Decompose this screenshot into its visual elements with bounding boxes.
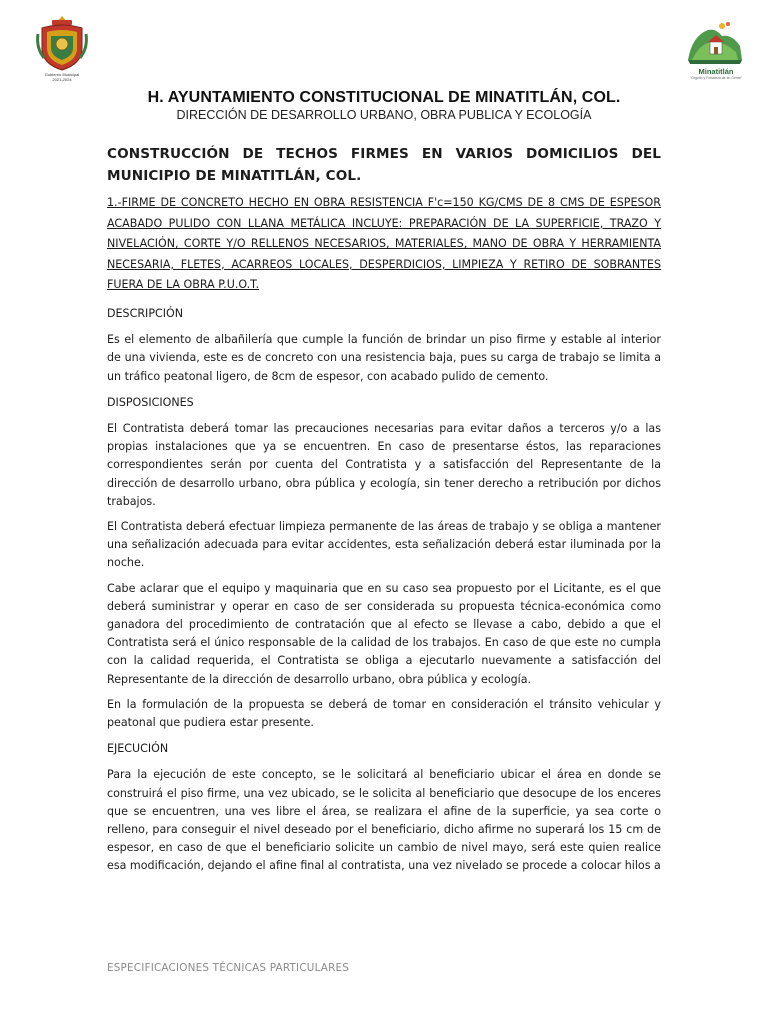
document-body: [107, 143, 661, 883]
minatitlan-town-logo-icon: [682, 16, 748, 92]
ejecucion-heading: EJECUCIÓN: [107, 742, 169, 756]
org-subtitle: DIRECCIÓN DE DESARROLLO URBANO, OBRA PUBLICA Y ECOLOGÍA: [176, 108, 592, 122]
concept-description: 1.-FIRME DE CONCRETO HECHO EN OBRA RESISTENCIA F'c=150 KG/CMS DE 8 CMS DE ESPESOR ACABADO PULIDO CON LLANA METÁLICA INCLUYE: PREPARACIÓN DE LA SUPERFICIE, TRAZO Y NIVELACIÓN, CORTE Y/O RELLENOS NECESARIOS, MATERIALES, MANO DE OBRA Y HERRAMIENTA NECESARIA, FLETES, ACARREOS LOCALES, DESPERDICIOS, LIMPIEZA Y RETIRO DE SOBRANTES FUERA DE LA OBRA P.U.O.T.: [107, 196, 661, 292]
disposiciones-paragraph: El Contratista deberá efectuar limpieza permanente de las áreas de trabajo y se obliga a mantener una señalización adecuada para evitar accidentes, esta señalización deberá estar iluminada por la noche.: [107, 520, 661, 570]
document-title: CONSTRUCCIÓN DE TECHOS FIRMES EN VARIOS DOMICILIOS DEL MUNICIPIO DE MINATITLÁN, COL.: [107, 146, 661, 184]
brand-tagline: "Orgullo y Fortaleza de su Gente": [689, 76, 743, 80]
disposiciones-paragraph: El Contratista deberá tomar las precauciones necesarias para evitar daños a terceros y/o a las propias instalaciones que ya se encuentren. En caso de presentarse éstos, las reparaciones correspondientes serán por cuenta del Contratista y a satisfacción del Representante de la dirección de desarrollo urbano, obra pública y ecología, sin tener derecho a retribución por dichos trabajos.: [107, 421, 661, 508]
org-title: H. AYUNTAMIENTO CONSTITUCIONAL DE MINATITLÁN, COL.: [147, 89, 621, 106]
descripcion-paragraph: Es el elemento de albañilería que cumple la función de brindar un piso firme y estable al interior de una vivienda, este es de concreto con una resistencia baja, pues su carga de trabajo se limita a un tráfico peatonal ligero, de 8cm de espesor, con acabado pulido de cemento.: [107, 333, 661, 383]
seal-caption: Gobierno Municipal 2021-2024: [44, 72, 80, 82]
brand-name: Minatitlán: [698, 67, 734, 76]
page-footer: ESPECIFICACIONES TÉCNICAS PARTICULARES: [107, 962, 350, 974]
disposiciones-paragraph: Cabe aclarar que el equipo y maquinaria que en su caso sea propuesto por el Licitante, es el que deberá suministrar y operar en caso de ser considerada su propuesta técnica-económica como ganadora del procedimiento de contratación que al efecto se llevase a cabo, debido a que el Contratista será el único responsable de la calidad de los trabajos. En caso de que este no cumpla con la calidad requerida, el Contratista se obliga a ejecutarlo nuevamente a satisfacción del Representante de la dirección de desarrollo urbano, obra pública y ecología.: [107, 581, 661, 686]
disposiciones-heading: DISPOSICIONES: [107, 395, 194, 409]
descripcion-heading: DESCRIPCIÓN: [107, 306, 184, 320]
ejecucion-paragraph: Para la ejecución de este concepto, se le solicitará al beneficiario ubicar el área en donde se construirá el piso firme, una vez ubicado, se le solicita al beneficiario que desocupe de los enceres que se encuentren, una ves libre el área, se realizara el afine de la superficie, ya sea corte o relleno, para conseguir el nivel deseado por el beneficiario, dicho afirme no superará los 15 cm de espesor, en caso de que el beneficiario solicite un cambio de nivel mayo, será este quien realice esa modificación, dejando el afine final al contratista, una vez nivelado se procede a colocar hilos a: [107, 768, 661, 873]
town-brand-caption: [676, 67, 756, 81]
disposiciones-paragraph: En la formulación de la propuesta se deberá de tomar en consideración el tránsito vehicular y peatonal que pudiera estar presente.: [107, 697, 661, 730]
